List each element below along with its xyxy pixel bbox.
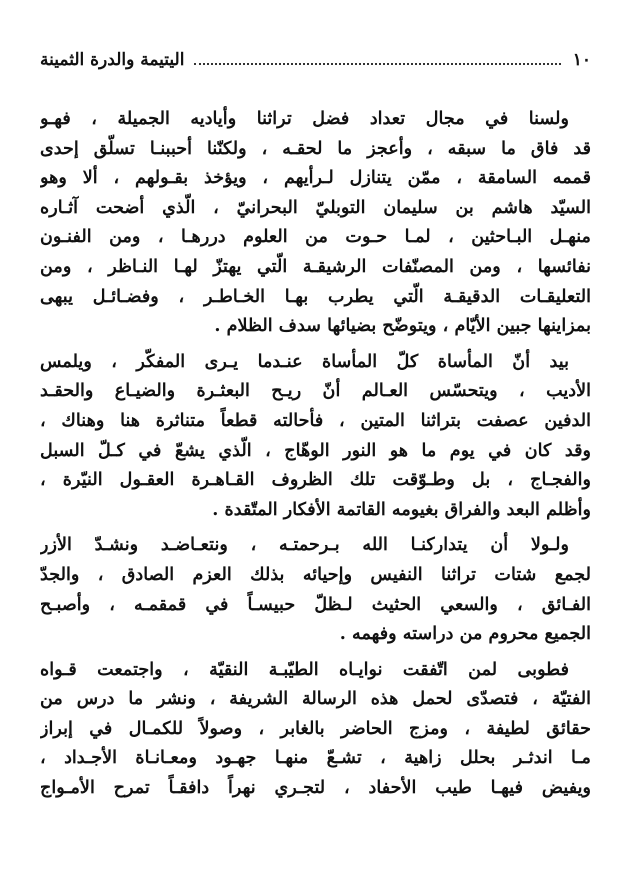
paragraph xyxy=(40,347,591,525)
page-number: ١٠ xyxy=(572,50,591,70)
text-line: السيّد هاشم بن سليمان التوبليّ البحرانيّ ، الّذي أضحت آثـاره xyxy=(40,196,591,218)
text-line: الجميع محروم من دراسته وفهمه . xyxy=(339,623,591,645)
text-line: قد فاق ما سبقه ، وأعجز ما لحقـه ، ولكنّنا أحببنـا تسلّق إحدى xyxy=(40,137,591,159)
body-text xyxy=(40,104,591,809)
text-line: الأديب ، ويتحسّس العـالم أنّ ريـح البعثـرة والضيـاع والحقـد xyxy=(40,380,591,402)
text-line: بمزاينها جبين الأيّام ، ويتوضّح بضيائها سدف الظلام . xyxy=(214,315,591,337)
text-line: حقائق لطيفة ، ومزج الحاضر بالغابر ، وصولاً للكمـال في إبراز xyxy=(40,717,591,739)
text-line: لجمع شتات تراثنا النفيس وإحيائه بذلك العزم الصادق ، والجدّ xyxy=(40,563,591,585)
text-line: التعليقـات الدقيقـة الّتي يطرب بهـا الخـاطـر ، وفضـائـل يبهى xyxy=(40,285,591,307)
text-line: بيد أنّ المأساة كلّ المأساة عنـدما يـرى المفكّر ، ويلمس xyxy=(40,350,569,372)
text-line: وأظلم البعد والفراق بغيومه القاتمة الأفكار المتّقدة . xyxy=(212,498,591,520)
page-header xyxy=(40,46,591,74)
text-line: الفتيّة ، فتصدّى لحمل هذه الرسالة الشريفة ، ونشر ما درس من xyxy=(40,688,591,710)
text-line: فطوبى لمن اتّفقت نوايـاه الطيّبـة النقيّة ، واجتمعت قـواه xyxy=(40,658,569,680)
text-line: مـا اندثـر بحلل زاهية ، تشـعّ منهـا جهـود ومعـانـاة الأجـداد ، xyxy=(40,747,591,769)
header-dotted-leader xyxy=(194,63,560,65)
paragraph xyxy=(40,655,591,803)
paragraph xyxy=(40,530,591,648)
text-line: الدفين عصفت بتراثنا المتين ، فأحالته قطعاً متناثرة هنا وهناك ، xyxy=(40,409,591,431)
text-line: وقد كان في يوم ما هو النور الوهّاج ، الّذي يشعّ في كـلّ السبل xyxy=(40,439,591,461)
text-line: الفـائق ، والسعي الحثيث لـظلّ حبيسـاً في قمقمـه ، وأصبـح xyxy=(40,593,591,615)
paragraph xyxy=(40,104,591,341)
text-line: نفائسها ، ومن المصنّفات الرشيقـة الّتي يهتزّ لهـا النـاظر ، ومن xyxy=(40,255,591,277)
text-line: ولسنا في مجال تعداد فضل تراثنا وأياديه الجميلة ، فهـو xyxy=(40,108,569,129)
text-line: قممه السامقة ، ممّن يتنازل لـرأيهم ، ويؤخذ بقـولهم ، ألا وهو xyxy=(40,167,591,189)
text-line: ويفيض فيهـا طيب الأحفاد ، لتجـري نهراً دافقـاً تمرح الأمـواج xyxy=(40,777,591,799)
text-line: والفجـاج ، بل وطـوّقت تلك الظروف القـاهـرة العقـول النيّرة ، xyxy=(40,469,591,491)
text-line: منهـل البـاحثين ، لمـا حـوت من العلوم دررهـا ، ومن الفنـون xyxy=(40,226,591,248)
text-line: ولـولا أن يتداركنـا الله بـرحمتـه ، ونتعـاضـد ونشـدّ الأزر xyxy=(40,534,569,556)
running-book-title: اليتيمة والدرة الثمينة xyxy=(40,50,185,70)
